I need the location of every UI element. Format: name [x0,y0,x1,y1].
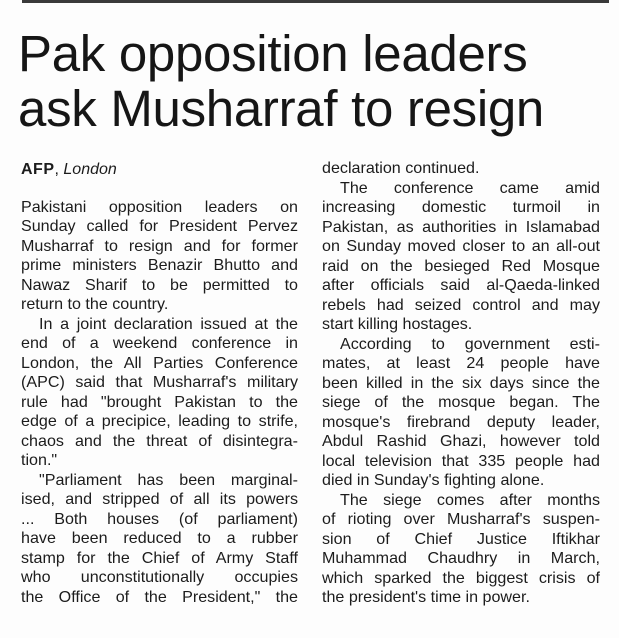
text-line: of rioting over Musharraf's suspen- [322,510,600,528]
text-line: which sparked the biggest crisis of [322,568,600,587]
text-line: rule had "brought Pakistan to the [21,392,298,411]
headline [18,26,618,136]
byline-separator: , [54,161,64,178]
article-column-left [21,160,298,607]
text-line: mosque's firebrand deputy leader, [322,412,600,431]
headline-line: Pak opposition leaders [18,25,528,82]
text-line: tion." [21,451,58,469]
text-line: start killing hostages. [322,315,473,333]
text-line: Musharraf to resign and for former [21,236,298,255]
text-line: chaos and the threat of disintegra- [21,431,298,450]
text-line: declaration continued. [322,159,480,177]
text-line: died in Sunday's fighting alone. [322,471,545,489]
top-rule [22,0,609,3]
text-line: who unconstitutionally occupies [21,568,298,586]
text-line: local television that 335 people had [322,451,600,470]
byline [21,160,298,180]
article-column-right [322,159,600,608]
text-line: the president's time in power. [322,588,530,606]
text-line: end of a weekend conference in [21,334,298,352]
text-line: prime ministers Benazir Bhutto and [21,256,298,274]
text-line: return to the country. [21,295,169,313]
text-line: stamp for the Chief of Army Staff [21,548,298,567]
text-line: the Office of the President," the [21,587,298,606]
text-line: Nawaz Sharif to be permitted to [21,275,298,294]
text-line: "Parliament has been marginal- [39,470,298,489]
text-line: Sunday called for President Pervez [21,217,298,235]
text-line: been killed in the six days since the [322,373,600,392]
text-line: Pakistan, as authorities in Islamabad [322,217,600,236]
text-line: Abdul Rashid Ghazi, however told [322,432,600,450]
byline-city: London [63,161,117,178]
text-line: London, the All Parties Conference [21,353,298,372]
text-line: According to government esti- [340,334,600,353]
headline-line: ask Musharraf to resign [18,80,544,137]
text-line: mates, at least 24 people have [322,354,600,372]
text-line: after officials said al-Qaeda-linked [322,276,600,294]
text-line: have been reduced to a rubber [21,529,298,547]
text-line: ised, and stripped of all its powers [21,490,298,508]
text-line: rebels had seized control and may [322,295,600,314]
text-line: edge of a precipice, leading to strife, [21,412,298,430]
text-line: (APC) said that Musharraf's military [21,373,298,391]
text-line: In a joint declaration issued at the [39,314,298,333]
text-line: Muhammad Chaudhry in March, [322,549,600,567]
text-line: sion of Chief Justice Iftikhar [322,529,600,548]
text-line: raid on the besieged Red Mosque [322,256,600,275]
byline-agency: AFP [21,161,55,178]
text-line: siege of the mosque began. The [322,393,600,411]
text-line: The siege comes after months [340,490,600,509]
text-line: Pakistani opposition leaders on [21,197,298,216]
text-line: increasing domestic turmoil in [322,198,600,216]
text-line: ... Both houses (of parliament) [21,509,298,528]
text-line: The conference came amid [340,178,600,197]
text-line: on Sunday moved closer to an all-out [322,237,600,255]
